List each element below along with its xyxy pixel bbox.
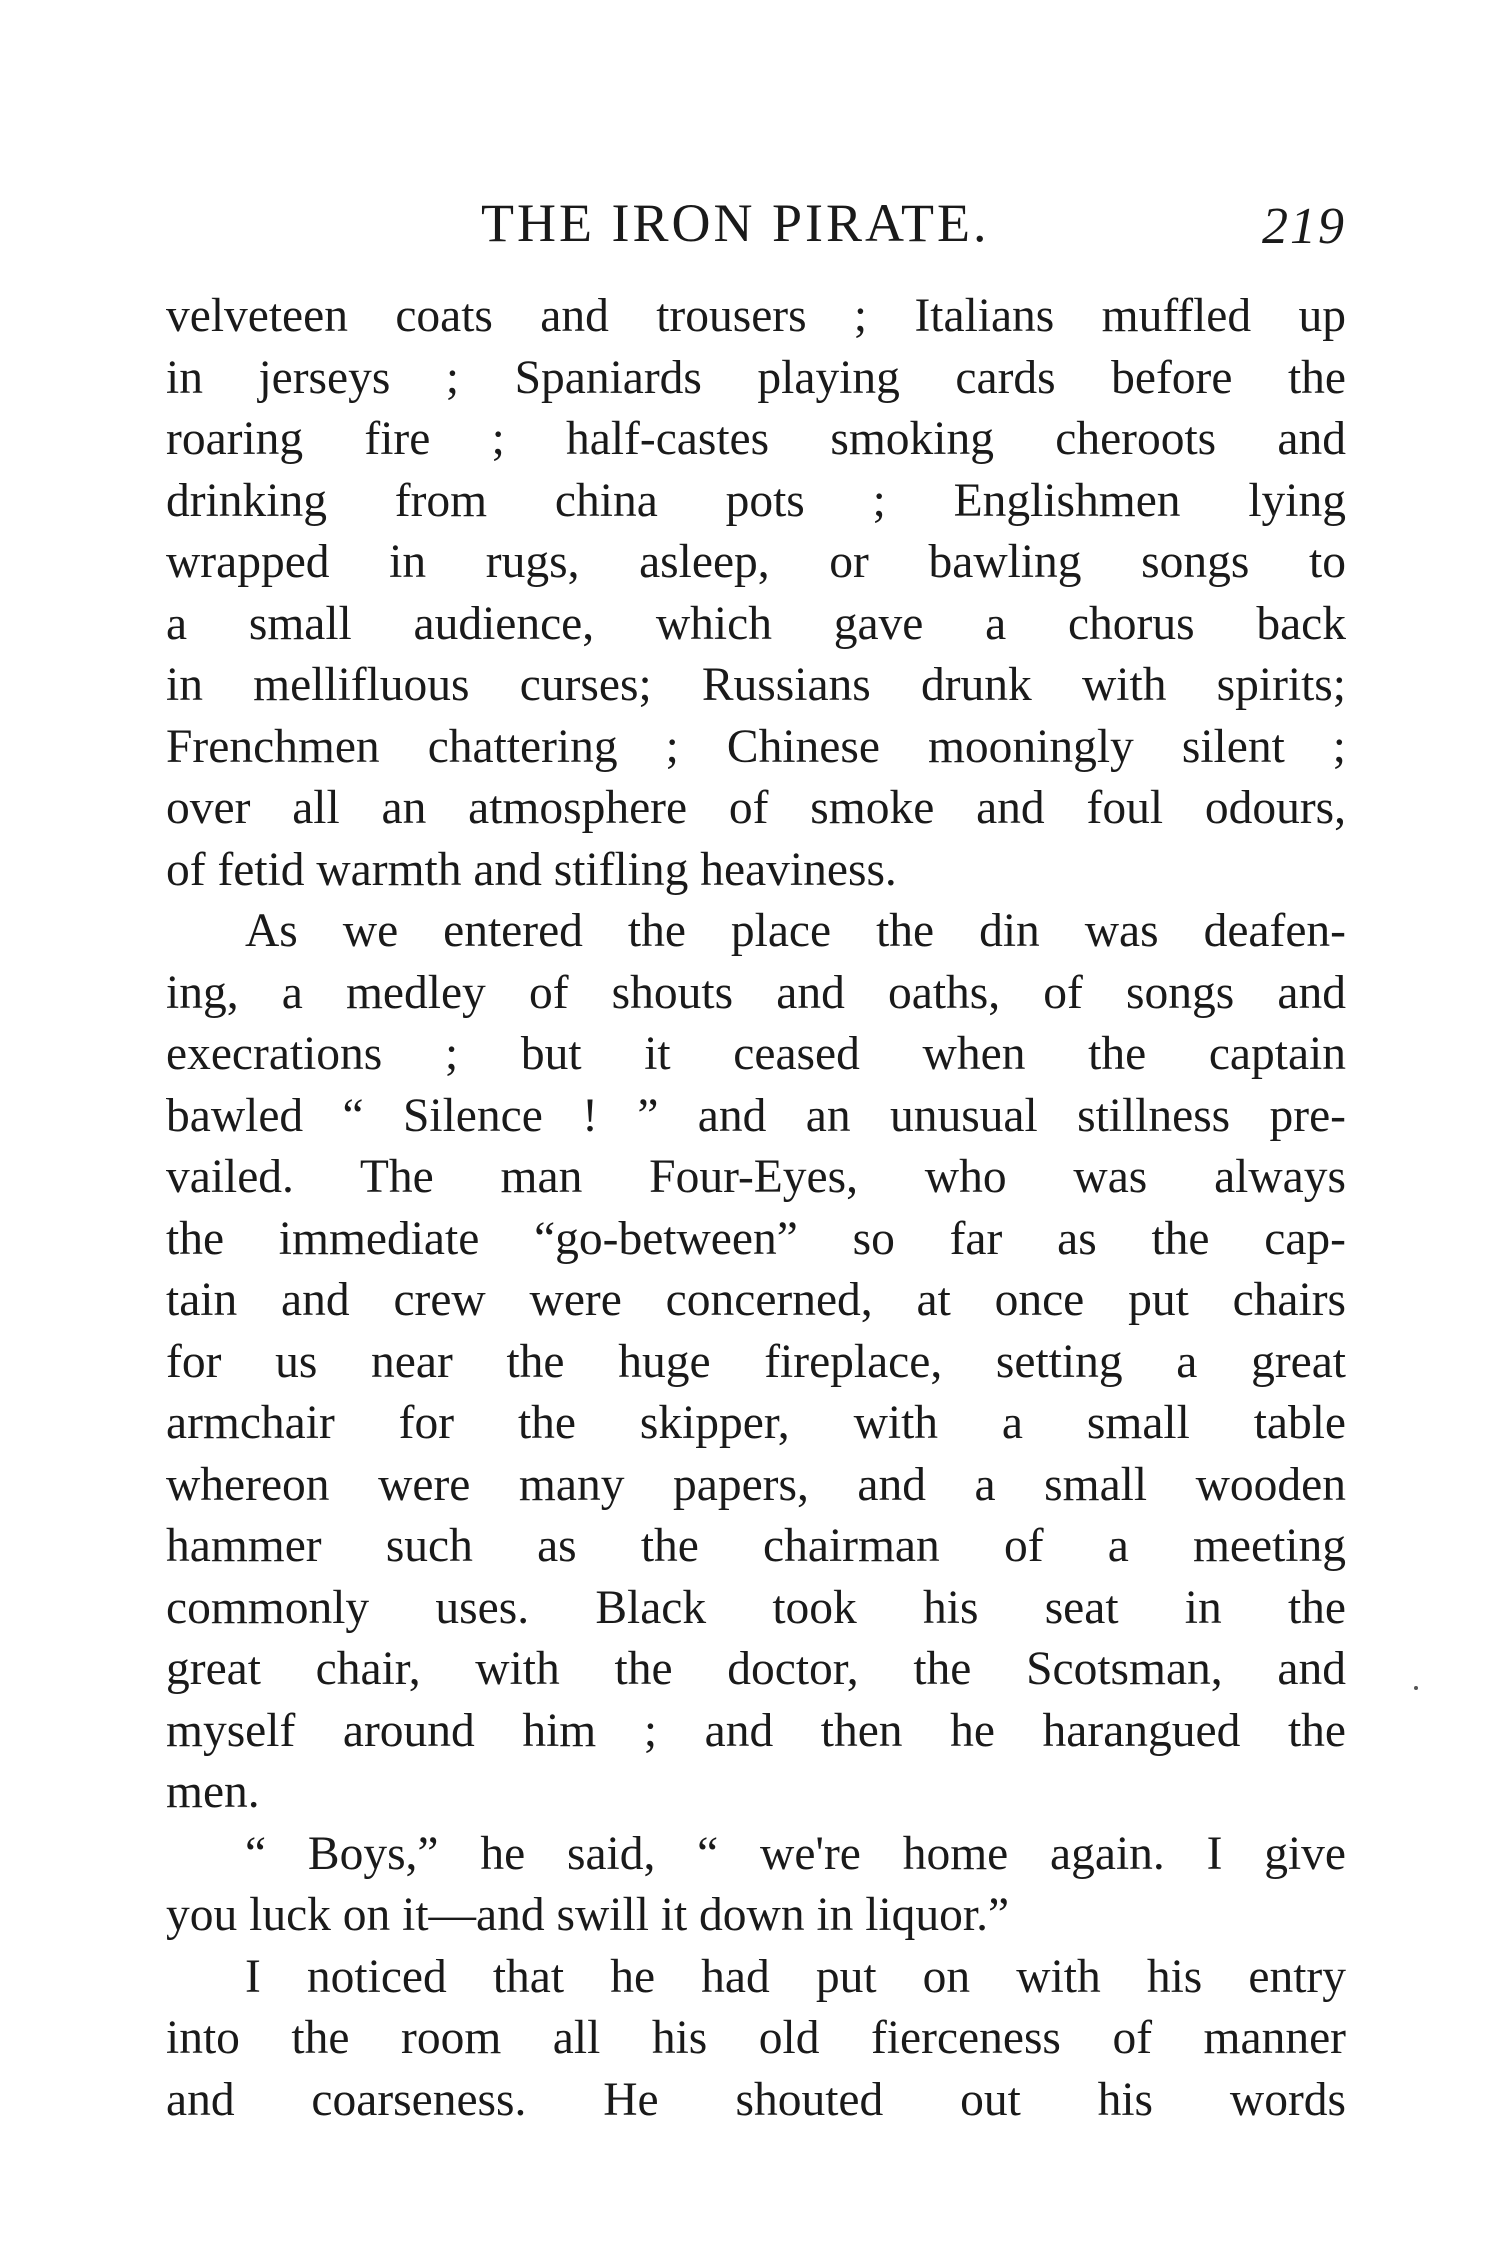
- text-line: Frenchmen chattering ; Chinese mooningly silent ;: [166, 720, 1346, 773]
- running-head: [166, 188, 1346, 258]
- text-line: for us near the huge fireplace, setting a great: [166, 1335, 1346, 1388]
- text-line: tain and crew were concerned, at once put chairs: [166, 1274, 1346, 1326]
- text-line: men.: [166, 1766, 260, 1818]
- text-line: velveteen coats and trousers ; Italians muffled up: [166, 290, 1346, 342]
- running-title: THE IRON PIRATE.: [481, 193, 990, 253]
- text-line: ing, a medley of shouts and oaths, of songs and: [166, 966, 1346, 1019]
- paragraph-start-line: As we entered the place the din was deafen-: [245, 905, 1346, 957]
- text-line: whereon were many papers, and a small wooden: [166, 1458, 1346, 1511]
- text-line: the immediate “go-between” so far as the cap-: [166, 1212, 1346, 1265]
- text-line: in mellifluous curses; Russians drunk with spirits;: [166, 659, 1346, 711]
- text-line: great chair, with the doctor, the Scotsman, and: [166, 1643, 1346, 1695]
- text-line: roaring fire ; half-castes smoking cheroots and: [166, 413, 1346, 465]
- text-line: in jerseys ; Spaniards playing cards before the: [166, 351, 1346, 404]
- text-line: you luck on it—and swill it down in liquor.”: [166, 1889, 1010, 1941]
- text-line: and coarseness. He shouted out his words: [166, 2073, 1346, 2126]
- body-text: [166, 286, 1346, 2131]
- text-line: commonly uses. Black took his seat in the: [166, 1581, 1346, 1634]
- text-line: into the room all his old fierceness of manner: [166, 2012, 1346, 2064]
- text-line: myself around him ; and then he harangued the: [166, 1704, 1346, 1757]
- paragraph-start-line: I noticed that he had put on with his entry: [245, 1950, 1346, 2003]
- text-line: a small audience, which gave a chorus back: [166, 597, 1346, 650]
- text-line: drinking from china pots ; Englishmen lying: [166, 474, 1346, 527]
- page-number: 219: [1262, 198, 1346, 255]
- text-line: hammer such as the chairman of a meeting: [166, 1520, 1346, 1572]
- margin-speck: [1414, 1686, 1418, 1690]
- text-line: armchair for the skipper, with a small table: [166, 1397, 1346, 1449]
- text-line: wrapped in rugs, asleep, or bawling songs to: [166, 536, 1346, 588]
- paragraph-start-line: “ Boys,” he said, “ we're home again. I give: [245, 1827, 1346, 1880]
- text-line: of fetid warmth and stifling heaviness.: [166, 843, 897, 896]
- text-line: over all an atmosphere of smoke and foul odours,: [166, 782, 1346, 834]
- text-line: vailed. The man Four-Eyes, who was always: [166, 1151, 1346, 1203]
- text-line: execrations ; but it ceased when the captain: [166, 1028, 1346, 1080]
- text-line: bawled “ Silence ! ” and an unusual stillness pre-: [166, 1089, 1346, 1142]
